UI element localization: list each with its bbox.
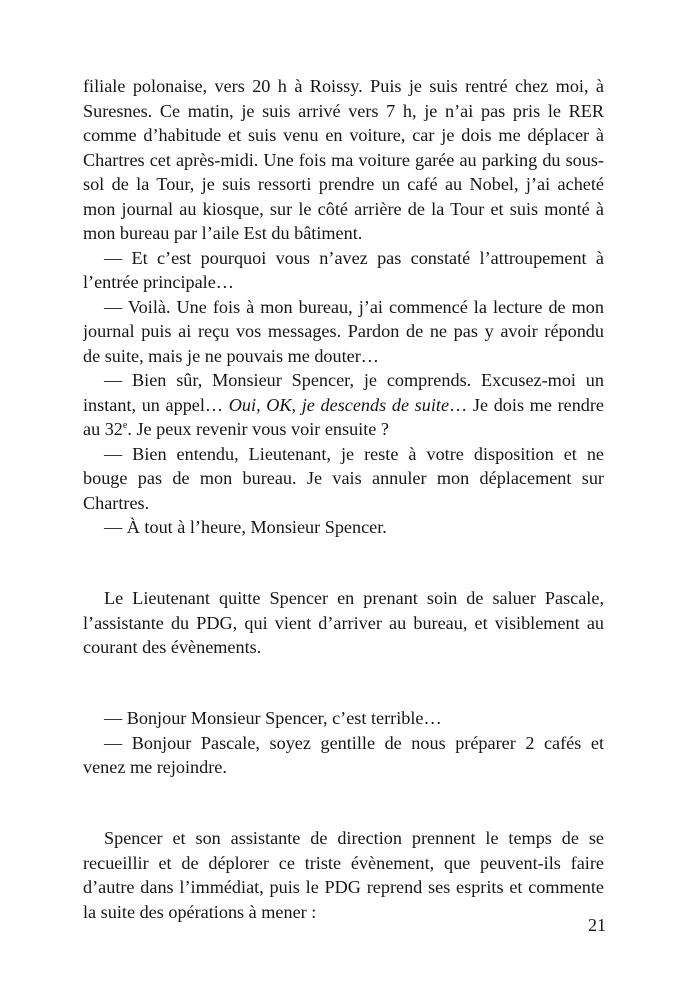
text-line: mon bureau par l’aile Est du bâtiment. (83, 223, 363, 243)
text-span: instant, un appel… (83, 394, 229, 415)
paragraph (83, 515, 604, 540)
text-line: bouge pas de mon bureau. Je vais annuler mon déplacement sur (83, 468, 604, 488)
text-line: Chartres. (83, 492, 150, 513)
paragraph-spacer (83, 660, 604, 707)
text-line: filiale polonaise, vers 20 h à Roissy. Puis je suis rentré chez moi, à (83, 76, 604, 96)
superscript: e (122, 420, 128, 431)
italic-text: Oui, OK, je descends de suite (228, 394, 450, 415)
paragraph-spacer (83, 540, 604, 587)
paragraph (83, 826, 604, 924)
text-line: l’assistante du PDG, qui vient d’arriver au bureau, et visiblement au (83, 612, 604, 633)
paragraph (83, 295, 604, 369)
text-span: au 32 (83, 419, 123, 439)
paragraph (83, 74, 604, 246)
text-line: venez me rejoindre. (83, 757, 227, 777)
text-line: l’entrée principale… (83, 272, 234, 292)
paragraph-spacer (83, 780, 604, 827)
text-line: Le Lieutenant quitte Spencer en prenant soin de saluer Pascale, (104, 588, 604, 608)
text-line: mon journal au kiosque, sur le côté arrière de la Tour et suis monté à (83, 198, 604, 219)
text-line (83, 393, 604, 418)
text-line: journal puis ai reçu vos messages. Pardon de ne pas y avoir répondu (83, 321, 604, 341)
page-body-text (83, 74, 604, 924)
text-line: — Et c’est pourquoi vous n’avez pas constaté l’attroupement à (104, 247, 604, 268)
paragraph (83, 586, 604, 660)
text-line (83, 417, 604, 442)
text-line: de suite, mais je ne pouvais me douter… (83, 345, 379, 366)
text-span: … Je dois me rendre (449, 394, 604, 415)
text-line: — Voilà. Une fois à mon bureau, j’ai commencé la lecture de mon (104, 296, 604, 317)
text-line: — Bonjour Pascale, soyez gentille de nous préparer 2 cafés et (104, 732, 604, 753)
paragraph (83, 368, 604, 442)
text-line: — Bien sûr, Monsieur Spencer, je comprends. Excusez-moi un (104, 370, 604, 390)
text-line: recueillir et de déplorer ce triste évènement, que peuvent-ils faire (83, 852, 604, 873)
text-line: courant des évènements. (83, 637, 262, 657)
text-line: Spencer et son assistante de direction prennent le temps de se (104, 828, 604, 848)
text-line: Chartres cet après-midi. Une fois ma voiture garée au parking du sous- (83, 149, 604, 170)
text-line: — Bien entendu, Lieutenant, je reste à votre disposition et ne (104, 443, 604, 464)
text-line: comme d’habitude et suis venu en voiture, car je dois me déplacer à (83, 125, 604, 145)
paragraph (83, 246, 604, 295)
page-number: 21 (588, 915, 606, 935)
text-line: Suresnes. Ce matin, je suis arrivé vers 7 h, je n’ai pas pris le RER (83, 100, 604, 121)
text-span: . Je peux revenir vous voir ensuite ? (127, 419, 389, 439)
text-line: la suite des opérations à mener : (83, 901, 317, 922)
paragraph (83, 706, 604, 731)
text-line: sol de la Tour, je suis ressorti prendre un café au Nobel, j’ai acheté (83, 174, 604, 194)
text-line: — Bonjour Monsieur Spencer, c’est terrible… (104, 708, 442, 728)
paragraph (83, 442, 604, 516)
text-line: d’autre dans l’immédiat, puis le PDG reprend ses esprits et commente (83, 877, 604, 897)
text-line: — À tout à l’heure, Monsieur Spencer. (104, 517, 387, 537)
paragraph (83, 731, 604, 780)
